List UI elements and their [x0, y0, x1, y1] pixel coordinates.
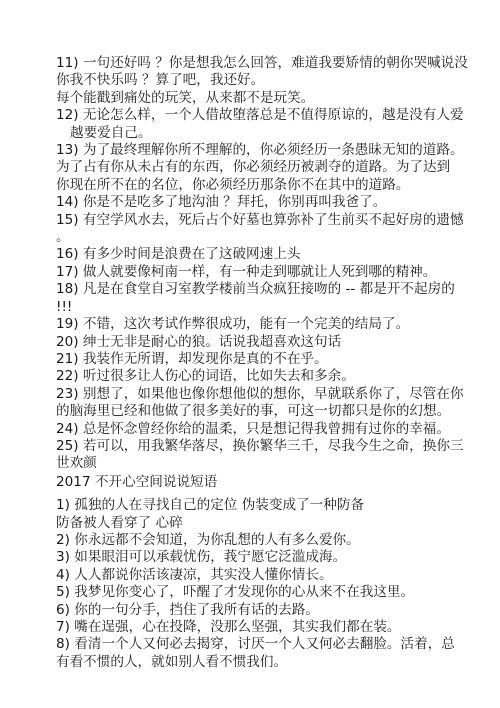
quotes-section-2 [56, 497, 455, 671]
text-line: 23) 别想了，如果他也像你想他似的想你，早就联系你了，尽管在你 [56, 385, 464, 402]
text-line: 你现在所不在的名位，你必须经历那条你不在其中的道路。 [56, 176, 410, 193]
text-line: 17) 做人就要像柯南一样，有一种走到哪就让人死到哪的精神。 [56, 263, 437, 280]
text-line: 。 [56, 229, 70, 246]
text-line: 12) 无论怎么样，一个人借故堕落总是不值得原谅的，越是没有人爱 [56, 107, 464, 124]
text-line: 2) 你永远都不会知道，为你乱想的人有多么爱你。 [56, 531, 360, 548]
text-line: !!! [56, 298, 73, 315]
text-line: 越要爱自己。 [70, 124, 152, 141]
text-line: 21) 我装作无所谓，却发现你是真的不在乎。 [56, 350, 328, 367]
text-line: 4) 人人都说你活该凄凉，其实没人懂你情长。 [56, 566, 333, 583]
text-line: 16) 有多少时间是浪费在了这破网速上头 [56, 246, 301, 263]
text-line: 22) 听过很多让人伤心的词语，比如失去和多余。 [56, 368, 355, 385]
text-line: 25) 若可以，用我繁华落尽，换你繁华三千，尽我今生之命，换你三 [56, 437, 464, 454]
text-line: 的脑海里已经和他做了很多美好的事，可这一切都只是你的幻想。 [56, 403, 451, 420]
text-line: 19) 不错，这次考试作弊很成功，能有一个完美的结局了。 [56, 316, 410, 333]
quotes-section-1 [56, 55, 468, 473]
text-line: 18) 凡是在食堂自习室教学楼前当众疯狂接吻的 -- 都是开不起房的 [56, 281, 455, 298]
text-line: 7) 嘴在逞强，心在投降，没那么坚强，其实我们都在装。 [56, 619, 401, 635]
text-line: 世欢颜 [56, 455, 97, 472]
text-line: 为了占有你从未占有的东西，你必须经历被剥夺的道路。为了达到 [56, 159, 451, 176]
text-line: 8) 看清一个人又何必去揭穿，讨厌一个人又何必去翻脸。活着，总 [56, 636, 455, 653]
text-line: 6) 你的一句分手，挡住了我所有话的去路。 [56, 601, 319, 618]
text-line: 有看不惯的人，就如别人看不惯我们。 [56, 653, 288, 670]
text-line: 防备被人看穿了 心碎 [56, 514, 183, 531]
text-line: 15) 有空学风水去，死后占个好墓也算弥补了生前买不起好房的遗憾 [56, 211, 464, 228]
section-heading: 2017 不开心空间说说短语 [56, 473, 218, 490]
text-line: 5) 我梦见你变心了，吓醒了才发现你的心从来不在我这里。 [56, 584, 415, 601]
text-line: 24) 总是怀念曾经你给的温柔，只是想记得我曾拥有过你的幸福。 [56, 420, 450, 437]
text-line: 3) 如果眼泪可以承载忧伤，莪宁愿它泛滥成海。 [56, 549, 347, 566]
text-line: 20) 绅士无非是耐心的狼。话说我超喜欢这句话 [56, 333, 342, 350]
text-line: 11) 一句还好吗 ？你是想我怎么回答，难道我要矫情的朝你哭喊说没 [56, 55, 468, 71]
text-line: 你我不快乐吗 ？算了吧，我还好。 [56, 72, 265, 89]
text-line: 13) 为了最终理解你所不理解的，你必须经历一条愚昧无知的道路。 [56, 142, 464, 159]
text-line: 1) 孤独的人在寻找自己的定位 伪装变成了一种防备 [56, 497, 365, 514]
text-line: 每个能戳到痛处的玩笑，从来都不是玩笑。 [56, 89, 315, 106]
text-line: 14) 你是不是吃多了地沟油 ？拜托，你别再叫我爸了。 [56, 194, 387, 211]
